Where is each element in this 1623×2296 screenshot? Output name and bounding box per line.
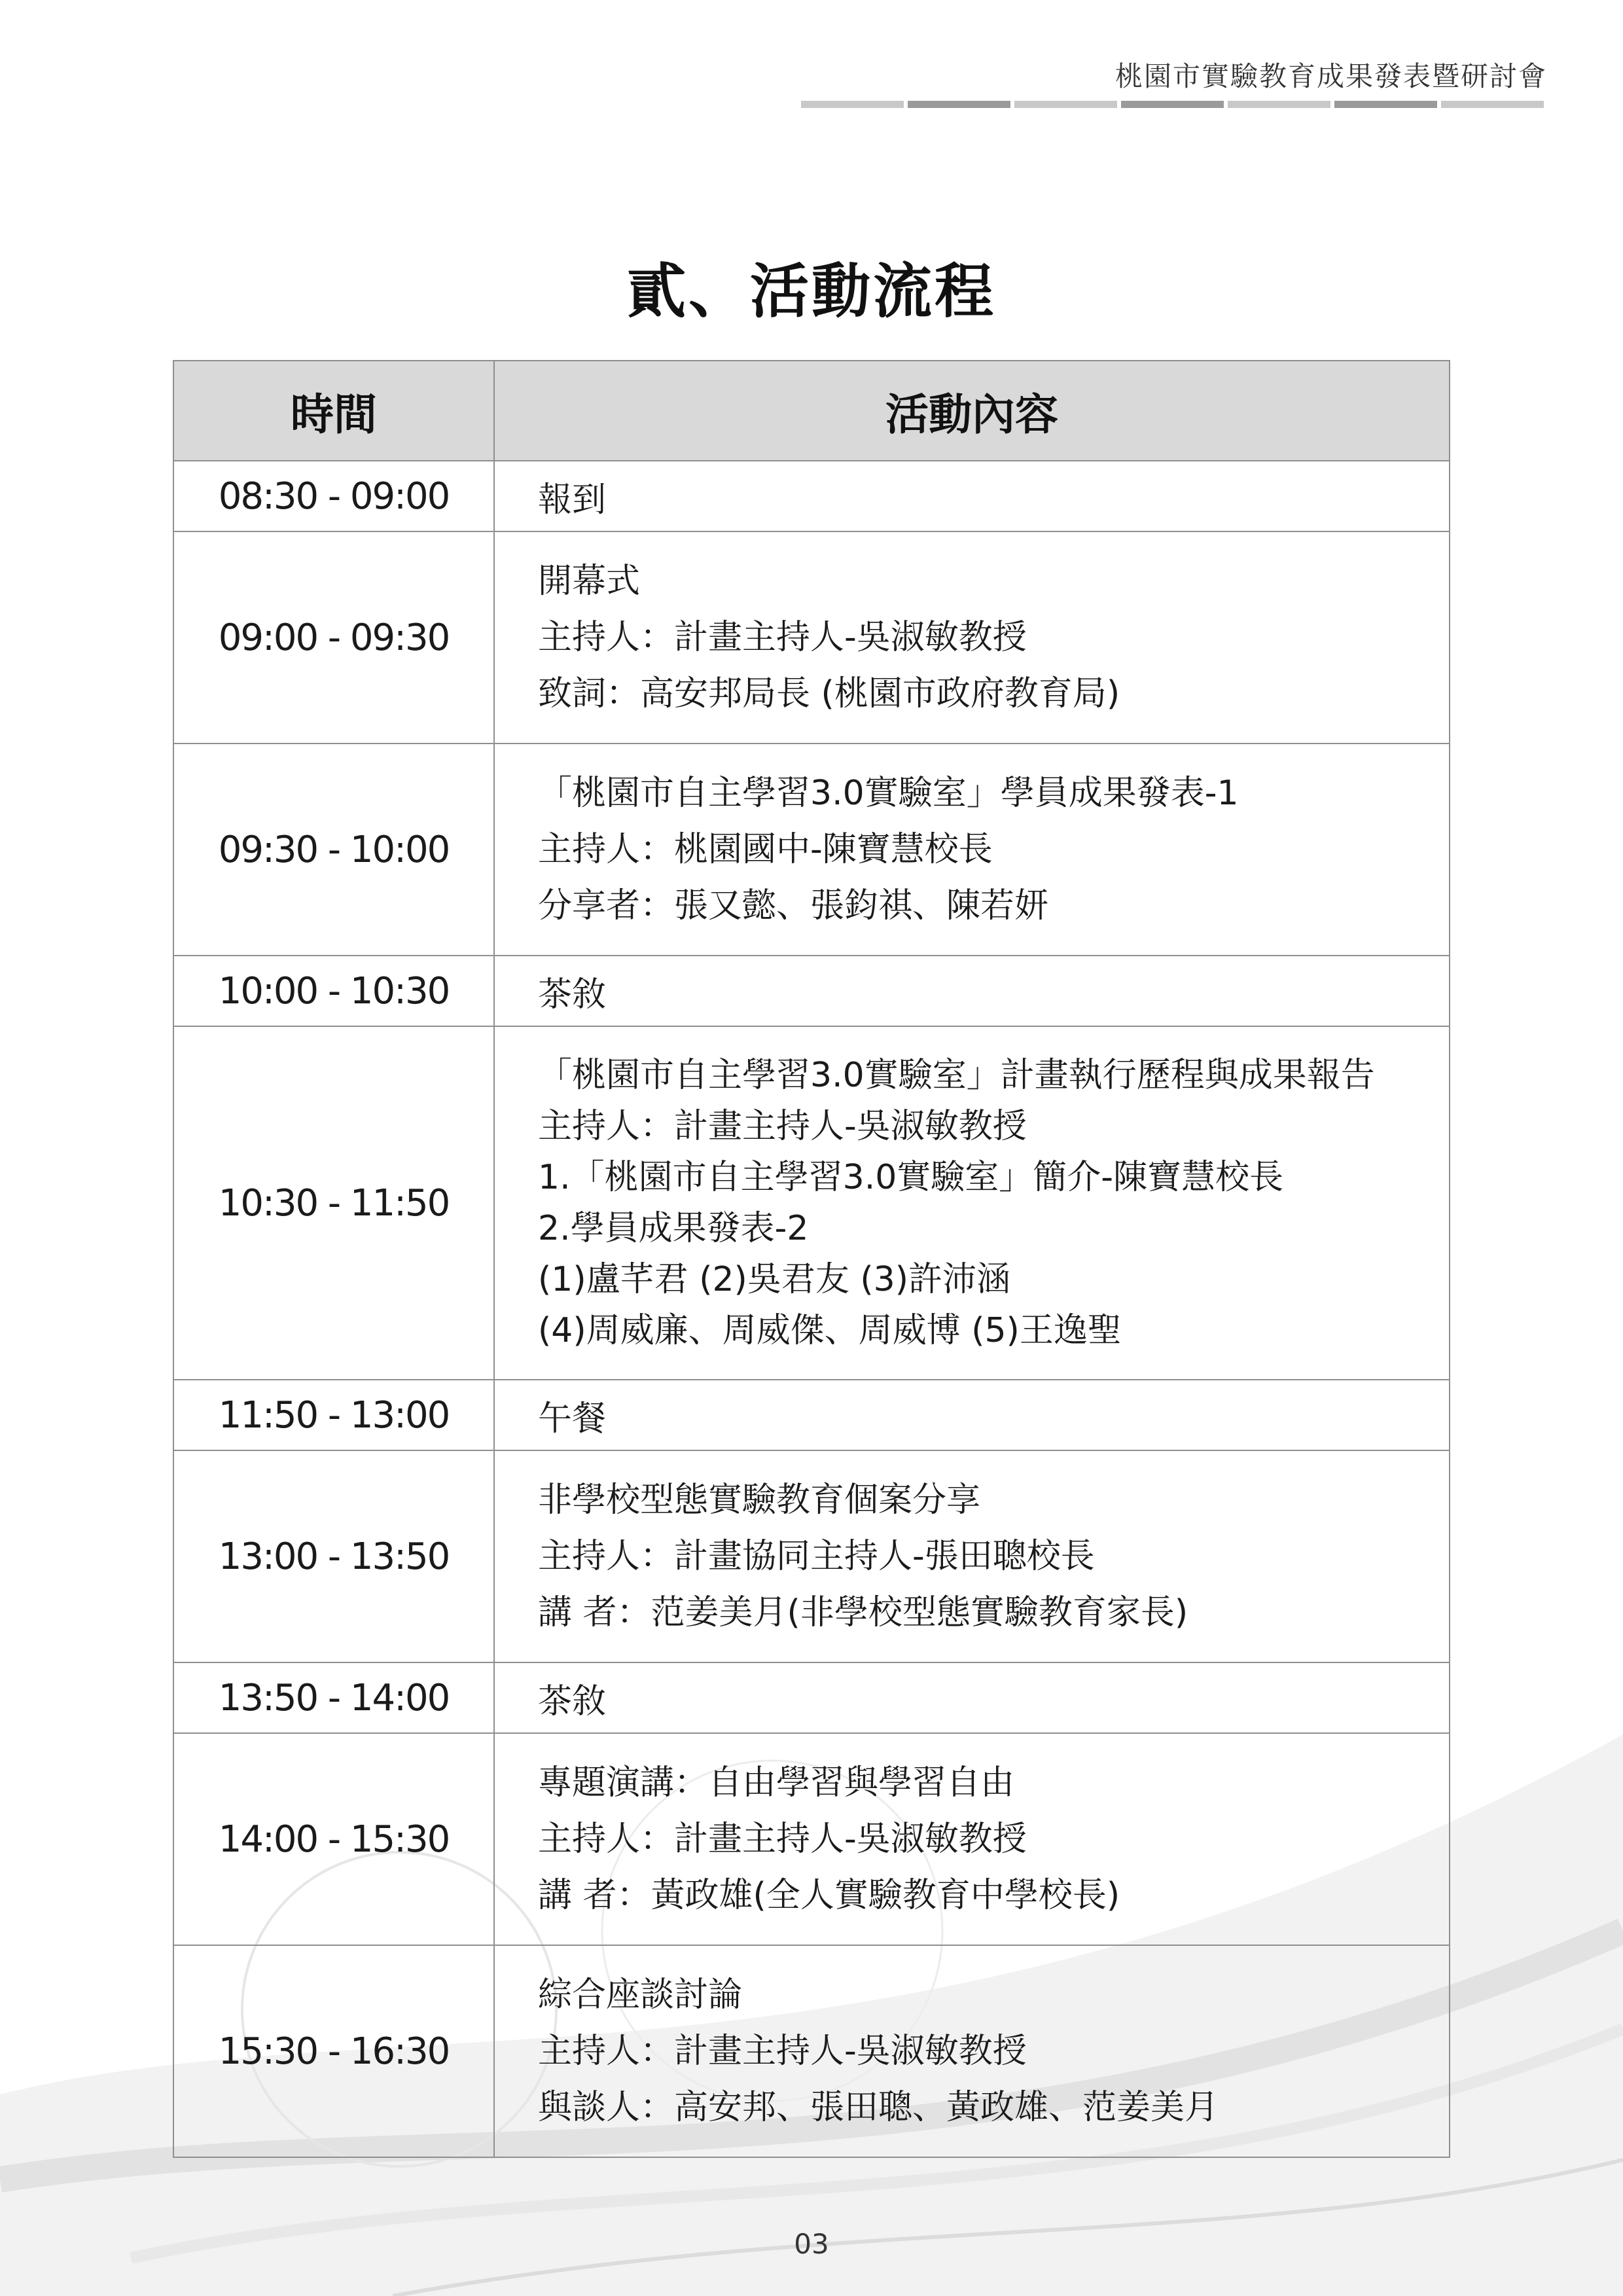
activity-line: 茶敘: [538, 975, 607, 1014]
page-number: 03: [794, 2228, 829, 2260]
activity-line: 綜合座談討論: [538, 1975, 743, 2015]
table-header-row: [173, 361, 1450, 461]
activity-line: 開幕式: [538, 562, 641, 601]
time-cell: 15:30 - 16:30: [173, 1945, 494, 2157]
activity-cell: [494, 461, 1450, 531]
activity-line: 2.學員成果發表-2: [538, 1209, 809, 1248]
schedule-table: [173, 360, 1450, 2158]
time-cell: 10:00 - 10:30: [173, 956, 494, 1026]
time-cell: 14:00 - 15:30: [173, 1733, 494, 1945]
activity-line: 報到: [538, 480, 607, 520]
activity-line: 非學校型態實驗教育個案分享: [538, 1480, 981, 1520]
activity-cell: [494, 744, 1450, 956]
table-row: [173, 1662, 1450, 1733]
activity-cell: [494, 1450, 1450, 1662]
activity-line: 1.「桃園市自主學習3.0實驗室」簡介-陳寶慧校長: [538, 1158, 1284, 1197]
activity-line: 「桃園市自主學習3.0實驗室」計畫執行歷程與成果報告: [538, 1056, 1375, 1095]
time-cell: 11:50 - 13:00: [173, 1380, 494, 1450]
column-header-activity: 活動內容: [494, 361, 1450, 461]
activity-cell: [494, 1945, 1450, 2157]
activity-line: 講 者：黃政雄(全人實驗教育中學校長): [538, 1876, 1120, 1915]
activity-line: 主持人：桃園國中-陳寶慧校長: [538, 830, 993, 869]
activity-cell: [494, 1380, 1450, 1450]
activity-line: 「桃園市自主學習3.0實驗室」學員成果發表-1: [538, 774, 1239, 813]
activity-line: 主持人：計畫主持人-吳淑敏教授: [538, 1820, 1027, 1859]
table-row: [173, 1026, 1450, 1380]
time-cell: 09:00 - 09:30: [173, 531, 494, 744]
header-decorative-bar: [801, 101, 1544, 108]
table-row: [173, 461, 1450, 531]
activity-cell: [494, 1733, 1450, 1945]
activity-cell: [494, 1026, 1450, 1380]
activity-cell: [494, 1662, 1450, 1733]
time-cell: 13:00 - 13:50: [173, 1450, 494, 1662]
page-title: 貳、活動流程: [627, 257, 996, 326]
document-header-title: 桃園市實驗教育成果發表暨研討會: [1115, 60, 1547, 92]
table-row: [173, 1380, 1450, 1450]
activity-line: 主持人：計畫主持人-吳淑敏教授: [538, 2032, 1027, 2071]
table-row: [173, 744, 1450, 956]
time-cell: 09:30 - 10:00: [173, 744, 494, 956]
table-row: [173, 1450, 1450, 1662]
activity-cell: [494, 956, 1450, 1026]
time-cell: 13:50 - 14:00: [173, 1662, 494, 1733]
activity-line: 分享者：張又懿、張鈞祺、陳若妍: [538, 886, 1049, 925]
activity-line: 茶敘: [538, 1681, 607, 1721]
activity-line: 講 者：范姜美月(非學校型態實驗教育家長): [538, 1593, 1188, 1632]
activity-line: 專題演講：自由學習與學習自由: [538, 1763, 1015, 1803]
activity-line: 午餐: [538, 1399, 607, 1439]
table-row: [173, 956, 1450, 1026]
table-row: [173, 531, 1450, 744]
activity-line: (1)盧芊君 (2)吳君友 (3)許沛涵: [538, 1260, 1011, 1299]
activity-cell: [494, 531, 1450, 744]
column-header-time: 時間: [173, 361, 494, 461]
activity-line: 主持人：計畫主持人-吳淑敏教授: [538, 1107, 1027, 1146]
table-row: [173, 1945, 1450, 2157]
activity-line: 主持人：計畫主持人-吳淑敏教授: [538, 618, 1027, 657]
table-row: [173, 1733, 1450, 1945]
time-cell: 08:30 - 09:00: [173, 461, 494, 531]
activity-line: (4)周威廉、周威傑、周威博 (5)王逸聖: [538, 1311, 1122, 1350]
activity-line: 與談人：高安邦、張田聰、黃政雄、范姜美月: [538, 2088, 1219, 2127]
activity-line: 主持人：計畫協同主持人-張田聰校長: [538, 1537, 1095, 1576]
activity-line: 致詞：高安邦局長 (桃園市政府教育局): [538, 674, 1120, 713]
time-cell: 10:30 - 11:50: [173, 1026, 494, 1380]
